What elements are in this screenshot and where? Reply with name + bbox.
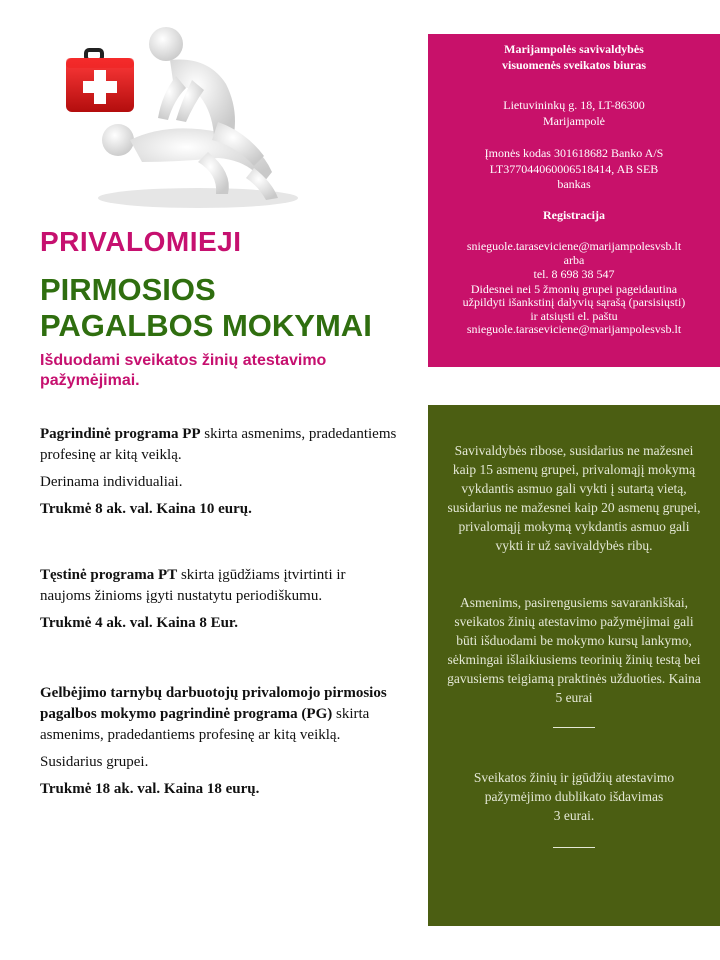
program-pg — [40, 683, 400, 806]
group-note-line1: Didesnei nei 5 žmonių grupei pageidautina — [470, 281, 678, 296]
contact-or: arba — [563, 252, 585, 267]
divider — [553, 847, 595, 848]
info-box — [428, 405, 720, 926]
program-pt-name: Tęstinė programa PT — [40, 567, 178, 583]
org-name-line2: visuomenės sveikatos biuras — [501, 57, 647, 72]
program-pg-text: skirta asmenims, pradedantiems profesinę ar kitą veiklą. — [40, 706, 370, 743]
address-line1: Lietuvininkų g. 18, LT-86300 — [503, 98, 645, 112]
info-self-prepared: Asmenims, pasirengusiems savarankiškai, sveikatos žinių atestavimo pažymėjimai gali būti išduodami be mokymo kursų lankymo, sėkmingai išlaikiusiems teorinių žinių testą bei gavusiems teigiamą praktinės užduoties. Kaina 5 eurai — [447, 595, 701, 705]
program-pt — [40, 565, 400, 640]
program-pp-duration: Trukmė 8 ak. val. Kaina 10 eurų. — [40, 501, 252, 517]
info-duplicate-text: Sveikatos žinių ir įgūdžių atestavimo pažymėjimo dublikato išdavimas — [473, 770, 675, 804]
program-pp-text: skirta asmenims, pradedantiems profesinę ar kitą veiklą. — [40, 426, 397, 463]
registration-heading: Registracija — [543, 207, 605, 222]
headline-line2: PIRMOSIOS — [40, 272, 216, 307]
bank-line3: bankas — [557, 177, 591, 191]
info-duplicate — [446, 768, 702, 825]
program-pg-desc — [40, 683, 400, 746]
contact-phone[interactable]: tel. 8 698 38 547 — [533, 267, 615, 281]
headline-line3: PAGALBOS MOKYMAI — [40, 308, 372, 343]
headline-subtitle: Išduodami sveikatos žinių atestavimo pažymėjimai. — [40, 352, 327, 389]
headline-line1: PRIVALOMIEJI — [40, 226, 242, 257]
program-pg-duration: Trukmė 18 ak. val. Kaina 18 eurų. — [40, 781, 260, 797]
first-aid-kit-icon — [66, 50, 134, 112]
contact-box — [428, 34, 720, 367]
program-pt-desc — [40, 565, 400, 607]
info-duplicate-price: 3 eurai. — [553, 808, 595, 823]
group-note-line2[interactable]: užpildyti išankstinį dalyvių sąrašą (parsisiųsti) — [462, 295, 686, 309]
info-group-travel: Savivaldybės ribose, susidarius ne mažesnei kaip 15 asmenų grupei, privalomąjį mokymą vykdantis asmuo gali vykti į sutartą vietą, susidarius ne mažesnei kaip 20 asmenų grupei, privalomąjį mokymą vykdantis asmuo gali vykti ir už savivaldybės ribų. — [447, 443, 701, 553]
contact-email-secondary[interactable]: snieguole.taraseviciene@marijampolesvsb.lt — [466, 322, 682, 336]
program-pg-name: Gelbėjimo tarnybų darbuotojų privalomojo pirmosios pagalbos mokymo pagrindinė programa (PG) — [40, 685, 387, 722]
program-pp-desc — [40, 424, 400, 466]
address-line2: Marijampolė — [543, 113, 605, 128]
group-note-line3: ir atsiųsti el. paštu — [530, 308, 618, 323]
headline-main — [40, 272, 372, 344]
program-pp — [40, 424, 400, 526]
program-pp-note: Derinama individualiai. — [40, 474, 183, 490]
first-aid-illustration — [58, 22, 298, 212]
bank-line2: LT377044060006518414, AB SEB — [489, 161, 659, 176]
program-pt-text: skirta įgūdžiams įtvirtinti ir naujoms žinioms įgyti nustatytu periodiškumu. — [40, 567, 346, 604]
org-name-line1: Marijampolės savivaldybės — [504, 42, 644, 56]
contact-email-primary[interactable]: snieguole.taraseviciene@marijampolesvsb.lt — [466, 239, 682, 253]
program-pt-duration: Trukmė 4 ak. val. Kaina 8 Eur. — [40, 615, 238, 631]
program-pg-note: Susidarius grupei. — [40, 754, 149, 770]
program-pp-name: Pagrindinė programa PP — [40, 426, 201, 442]
bank-line1: Įmonės kodas 301618682 Banko A/S — [484, 146, 664, 160]
